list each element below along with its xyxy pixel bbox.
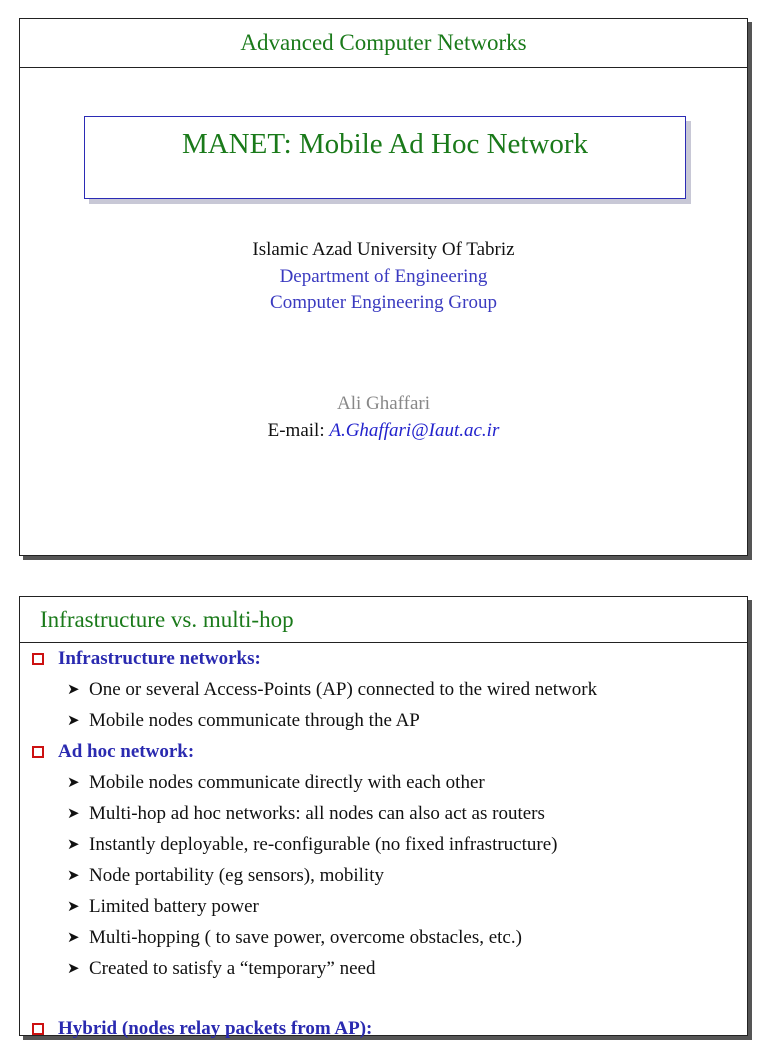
department-name: Department of Engineering	[279, 265, 488, 287]
list-item	[32, 953, 747, 984]
slide-title: Infrastructure vs. multi-hop	[40, 606, 294, 632]
list-item-text: Instantly deployable, re-configurable (no fixed infrastructure)	[89, 833, 558, 855]
list-item-text: Limited battery power	[89, 895, 259, 917]
arrow-bullet-icon: ➤	[67, 682, 80, 698]
arrow-bullet-icon: ➤	[67, 930, 80, 946]
list-item-text: Created to satisfy a “temporary” need	[89, 957, 376, 979]
author-name: Ali Ghaffari	[336, 393, 431, 414]
affiliation-block	[20, 237, 747, 317]
course-title: Advanced Computer Networks	[240, 30, 527, 55]
arrow-bullet-icon: ➤	[67, 961, 80, 977]
section-title: Infrastructure networks:	[58, 647, 261, 669]
group-name: Computer Engineering Group	[270, 292, 497, 313]
university-name: Islamic Azad University Of Tabriz	[252, 239, 515, 260]
arrow-bullet-icon: ➤	[67, 806, 80, 822]
square-bullet-icon	[32, 746, 44, 758]
list-item	[32, 922, 747, 953]
list-item-text: Mobile nodes communicate through the AP	[89, 709, 420, 731]
email-link[interactable]: A.Ghaffari@Iaut.ac.ir	[329, 419, 500, 441]
arrow-bullet-icon: ➤	[67, 868, 80, 884]
list-item	[32, 829, 747, 860]
list-item-text: Multi-hop ad hoc networks: all nodes can also act as routers	[89, 802, 545, 824]
spacer	[32, 984, 747, 1013]
square-bullet-icon	[32, 653, 44, 665]
list-item-text: One or several Access-Points (AP) connected to the wired network	[89, 678, 598, 700]
slide-header	[20, 597, 747, 643]
author-block	[20, 391, 747, 444]
square-bullet-icon	[32, 1023, 44, 1035]
email-label: E-mail:	[267, 419, 325, 441]
content-slide	[19, 596, 748, 1039]
section-title: Hybrid (nodes relay packets from AP):	[58, 1017, 373, 1039]
list-item-text: Multi-hopping ( to save power, overcome obstacles, etc.)	[89, 926, 522, 948]
title-box	[84, 116, 686, 199]
section-bullet	[32, 1013, 747, 1044]
section-title: Ad hoc network:	[58, 740, 195, 762]
list-item	[32, 767, 747, 798]
section-bullet	[32, 736, 747, 767]
list-item	[32, 860, 747, 891]
list-item-text: Mobile nodes communicate directly with each other	[89, 771, 485, 793]
list-item	[32, 798, 747, 829]
list-item	[32, 705, 747, 736]
section-bullet	[32, 643, 747, 674]
arrow-bullet-icon: ➤	[67, 837, 80, 853]
arrow-bullet-icon: ➤	[67, 775, 80, 791]
arrow-bullet-icon: ➤	[67, 713, 80, 729]
arrow-bullet-icon: ➤	[67, 899, 80, 915]
slide-header	[20, 19, 747, 68]
list-item-text: Node portability (eg sensors), mobility	[89, 864, 384, 886]
slide-body	[20, 643, 747, 1044]
title-slide	[19, 18, 748, 556]
list-item	[32, 891, 747, 922]
list-item	[32, 674, 747, 705]
slide-title: MANET: Mobile Ad Hoc Network	[181, 128, 589, 160]
email-line	[20, 418, 747, 445]
